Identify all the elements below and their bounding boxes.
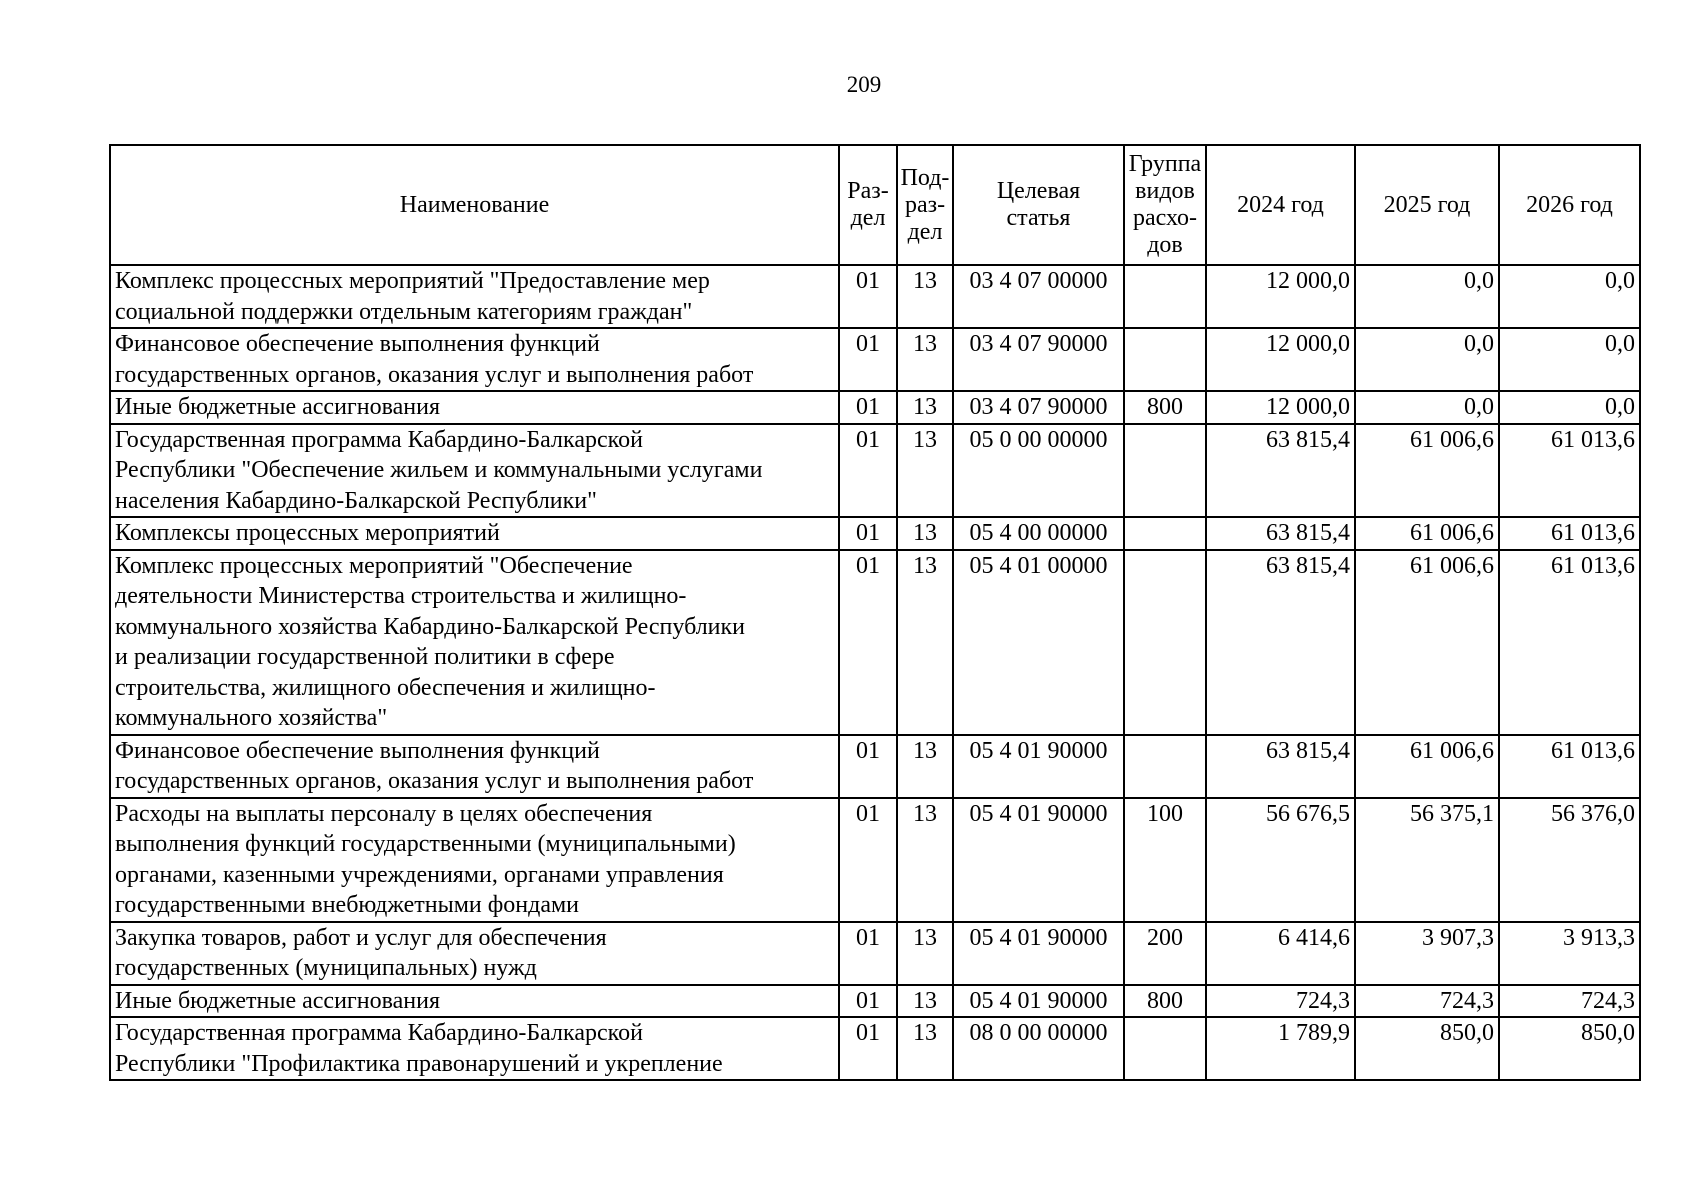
- row-value-2024: 6 414,6: [1206, 922, 1355, 985]
- row-razdel: 01: [839, 1017, 897, 1080]
- row-gruppa-vidov: 100: [1124, 798, 1206, 922]
- table-row: [110, 550, 1640, 735]
- header-tselevaya-statya: Целевая статья: [953, 145, 1124, 265]
- row-tselevaya-statya: 03 4 07 90000: [953, 328, 1124, 391]
- row-value-2026: 0,0: [1499, 391, 1640, 424]
- row-razdel: 01: [839, 391, 897, 424]
- row-value-2026: 850,0: [1499, 1017, 1640, 1080]
- row-gruppa-vidov: [1124, 735, 1206, 798]
- row-gruppa-vidov: [1124, 550, 1206, 735]
- row-podrazdel: 13: [897, 328, 953, 391]
- row-name: Государственная программа Кабардино-Балкарской Республики "Профилактика правонарушений и укрепление: [110, 1017, 839, 1080]
- row-gruppa-vidov: [1124, 265, 1206, 328]
- row-value-2026: 724,3: [1499, 985, 1640, 1018]
- table-row: [110, 1017, 1640, 1080]
- row-razdel: 01: [839, 328, 897, 391]
- row-value-2025: 61 006,6: [1355, 517, 1499, 550]
- row-value-2024: 63 815,4: [1206, 550, 1355, 735]
- row-razdel: 01: [839, 424, 897, 518]
- header-2026: 2026 год: [1499, 145, 1640, 265]
- table-row: [110, 265, 1640, 328]
- row-name: Иные бюджетные ассигнования: [110, 391, 839, 424]
- row-name: Закупка товаров, работ и услуг для обеспечения государственных (муниципальных) нужд: [110, 922, 839, 985]
- row-value-2025: 724,3: [1355, 985, 1499, 1018]
- row-podrazdel: 13: [897, 517, 953, 550]
- table-row: [110, 391, 1640, 424]
- row-podrazdel: 13: [897, 1017, 953, 1080]
- row-tselevaya-statya: 08 0 00 00000: [953, 1017, 1124, 1080]
- row-value-2026: 3 913,3: [1499, 922, 1640, 985]
- row-value-2024: 12 000,0: [1206, 391, 1355, 424]
- row-razdel: 01: [839, 550, 897, 735]
- row-podrazdel: 13: [897, 798, 953, 922]
- table-row: [110, 798, 1640, 922]
- row-tselevaya-statya: 05 4 01 90000: [953, 922, 1124, 985]
- row-name: Государственная программа Кабардино-Балкарской Республики "Обеспечение жильем и коммунальными услугами населения Кабардино-Балкарской Республики": [110, 424, 839, 518]
- row-razdel: 01: [839, 265, 897, 328]
- header-name: Наименование: [110, 145, 839, 265]
- row-value-2025: 0,0: [1355, 328, 1499, 391]
- row-gruppa-vidov: 800: [1124, 985, 1206, 1018]
- row-tselevaya-statya: 03 4 07 00000: [953, 265, 1124, 328]
- row-value-2024: 63 815,4: [1206, 424, 1355, 518]
- row-podrazdel: 13: [897, 550, 953, 735]
- row-value-2024: 12 000,0: [1206, 328, 1355, 391]
- row-podrazdel: 13: [897, 985, 953, 1018]
- row-value-2025: 61 006,6: [1355, 424, 1499, 518]
- row-gruppa-vidov: [1124, 517, 1206, 550]
- header-2025: 2025 год: [1355, 145, 1499, 265]
- row-tselevaya-statya: 05 4 01 90000: [953, 798, 1124, 922]
- row-tselevaya-statya: 03 4 07 90000: [953, 391, 1124, 424]
- row-value-2026: 0,0: [1499, 265, 1640, 328]
- row-podrazdel: 13: [897, 922, 953, 985]
- row-value-2026: 0,0: [1499, 328, 1640, 391]
- row-razdel: 01: [839, 517, 897, 550]
- header-podrazdel: Под- раз- дел: [897, 145, 953, 265]
- header-gruppa-vidov: Группа видов расхо- дов: [1124, 145, 1206, 265]
- row-podrazdel: 13: [897, 265, 953, 328]
- row-tselevaya-statya: 05 4 01 90000: [953, 735, 1124, 798]
- header-razdel: Раз- дел: [839, 145, 897, 265]
- table-row: [110, 424, 1640, 518]
- row-value-2025: 61 006,6: [1355, 550, 1499, 735]
- row-value-2026: 61 013,6: [1499, 517, 1640, 550]
- row-name: Финансовое обеспечение выполнения функций государственных органов, оказания услуг и выполнения работ: [110, 328, 839, 391]
- row-value-2025: 0,0: [1355, 265, 1499, 328]
- budget-table: [109, 144, 1641, 1081]
- row-value-2024: 63 815,4: [1206, 735, 1355, 798]
- row-tselevaya-statya: 05 4 01 90000: [953, 985, 1124, 1018]
- row-name: Комплексы процессных мероприятий: [110, 517, 839, 550]
- table-header-row: [110, 145, 1640, 265]
- row-value-2024: 1 789,9: [1206, 1017, 1355, 1080]
- row-podrazdel: 13: [897, 735, 953, 798]
- row-name: Иные бюджетные ассигнования: [110, 985, 839, 1018]
- row-value-2024: 12 000,0: [1206, 265, 1355, 328]
- table-row: [110, 517, 1640, 550]
- row-value-2025: 850,0: [1355, 1017, 1499, 1080]
- row-value-2026: 61 013,6: [1499, 735, 1640, 798]
- row-podrazdel: 13: [897, 424, 953, 518]
- header-2024: 2024 год: [1206, 145, 1355, 265]
- row-value-2026: 61 013,6: [1499, 550, 1640, 735]
- row-tselevaya-statya: 05 4 00 00000: [953, 517, 1124, 550]
- table-row: [110, 922, 1640, 985]
- row-value-2025: 3 907,3: [1355, 922, 1499, 985]
- row-gruppa-vidov: [1124, 1017, 1206, 1080]
- row-gruppa-vidov: 800: [1124, 391, 1206, 424]
- row-tselevaya-statya: 05 4 01 00000: [953, 550, 1124, 735]
- table-row: [110, 985, 1640, 1018]
- row-name: Расходы на выплаты персоналу в целях обеспечения выполнения функций государственными (муниципальными) органами, казенными учреждениями, органами управления государственными внебюджетными фондами: [110, 798, 839, 922]
- table-row: [110, 328, 1640, 391]
- row-value-2024: 63 815,4: [1206, 517, 1355, 550]
- row-value-2024: 724,3: [1206, 985, 1355, 1018]
- row-value-2025: 56 375,1: [1355, 798, 1499, 922]
- table-body: [110, 265, 1640, 1080]
- row-value-2024: 56 676,5: [1206, 798, 1355, 922]
- row-razdel: 01: [839, 985, 897, 1018]
- row-value-2025: 61 006,6: [1355, 735, 1499, 798]
- row-value-2026: 56 376,0: [1499, 798, 1640, 922]
- row-name: Комплекс процессных мероприятий "Обеспечение деятельности Министерства строительства и жилищно- коммунального хозяйства Кабардино-Балкарской Республики и реализации государственной политики в сфере строительства, жилищного обеспечения и жилищно- коммунального хозяйства": [110, 550, 839, 735]
- row-gruppa-vidov: [1124, 328, 1206, 391]
- table-row: [110, 735, 1640, 798]
- row-name: Комплекс процессных мероприятий "Предоставление мер социальной поддержки отдельным категориям граждан": [110, 265, 839, 328]
- page-number: 209: [846, 72, 882, 97]
- row-gruppa-vidov: 200: [1124, 922, 1206, 985]
- row-gruppa-vidov: [1124, 424, 1206, 518]
- row-value-2026: 61 013,6: [1499, 424, 1640, 518]
- row-value-2025: 0,0: [1355, 391, 1499, 424]
- row-name: Финансовое обеспечение выполнения функций государственных органов, оказания услуг и выполнения работ: [110, 735, 839, 798]
- row-razdel: 01: [839, 735, 897, 798]
- row-podrazdel: 13: [897, 391, 953, 424]
- row-razdel: 01: [839, 922, 897, 985]
- row-razdel: 01: [839, 798, 897, 922]
- row-tselevaya-statya: 05 0 00 00000: [953, 424, 1124, 518]
